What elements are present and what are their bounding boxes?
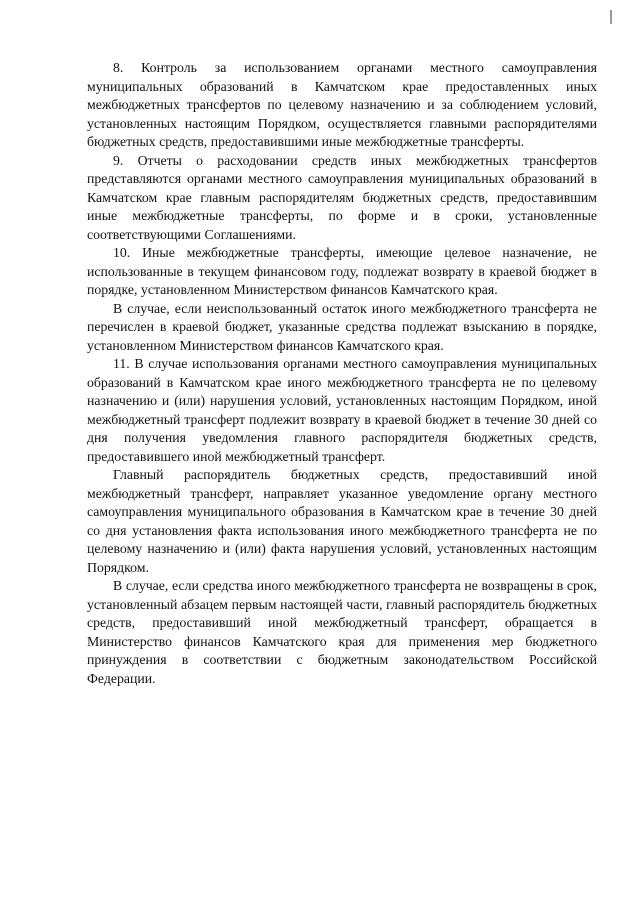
paragraph-10-continued: В случае, если неиспользованный остаток иного межбюджетного трансферта не перечислен в краевой бюджет, указанные средства подлежат взысканию в порядке, установленном Министерством финансов Камчатского края. (87, 300, 597, 353)
paragraph-10: 10. Иные межбюджетные трансферты, имеющие целевое назначение, не использованные в текущем финансовом году, подлежат возврату в краевой бюджет в порядке, установленном Министерством финансов Камчатского края. (87, 245, 597, 297)
paragraph-11-enforcement: В случае, если средства иного межбюджетного трансферта не возвращены в срок, установленный абзацем первым настоящей части, главный распорядитель бюджетных средств, предоставивший иной межбюджетный трансферт, обращается в Министерство финансов Камчатского края для применения мер бюджетного принуждения в соответствии с бюджетным законодательством Российской Федерации. (87, 578, 597, 686)
paragraph-11: 11. В случае использования органами местного самоуправления муниципальных образований в Камчатском крае иного межбюджетного трансферта не по целевому назначению и (или) нарушения условий, установленных настоящим Порядком, иной межбюджетный трансферт подлежит возврату в краевой бюджет в течение 30 дней со дня получения уведомления главного распорядителя бюджетных средств, предоставившего иной межбюджетный трансферт. (87, 356, 597, 464)
paragraph-11-notice: Главный распорядитель бюджетных средств, предоставивший иной межбюджетный трансферт, направляет указанное уведомление органу местного самоуправления муниципального образования в Камчатском крае в течение 30 дней со дня установления факта использования иного межбюджетного трансферта не по целевому назначению и (или) факта нарушения условий, установленных настоящим Порядком. (87, 467, 597, 575)
document-body (87, 59, 597, 688)
paragraph-9: 9. Отчеты о расходовании средств иных межбюджетных трансфертов представляются органами местного самоуправления муниципальных образований в Камчатском крае главным распорядителям бюджетных средств, предоставившим иные межбюджетные трансферты, по форме и в сроки, установленные соответствующими Соглашениями. (87, 152, 597, 242)
page-corner-mark (610, 10, 612, 24)
paragraph-8: 8. Контроль за использованием органами местного самоуправления муниципальных образований в Камчатском крае предоставленных иных межбюджетных трансфертов по целевому назначению и за соблюдением условий, установленных настоящим Порядком, осуществляется главными распорядителями бюджетных средств, предоставившими иные межбюджетные трансферты. (87, 60, 597, 149)
